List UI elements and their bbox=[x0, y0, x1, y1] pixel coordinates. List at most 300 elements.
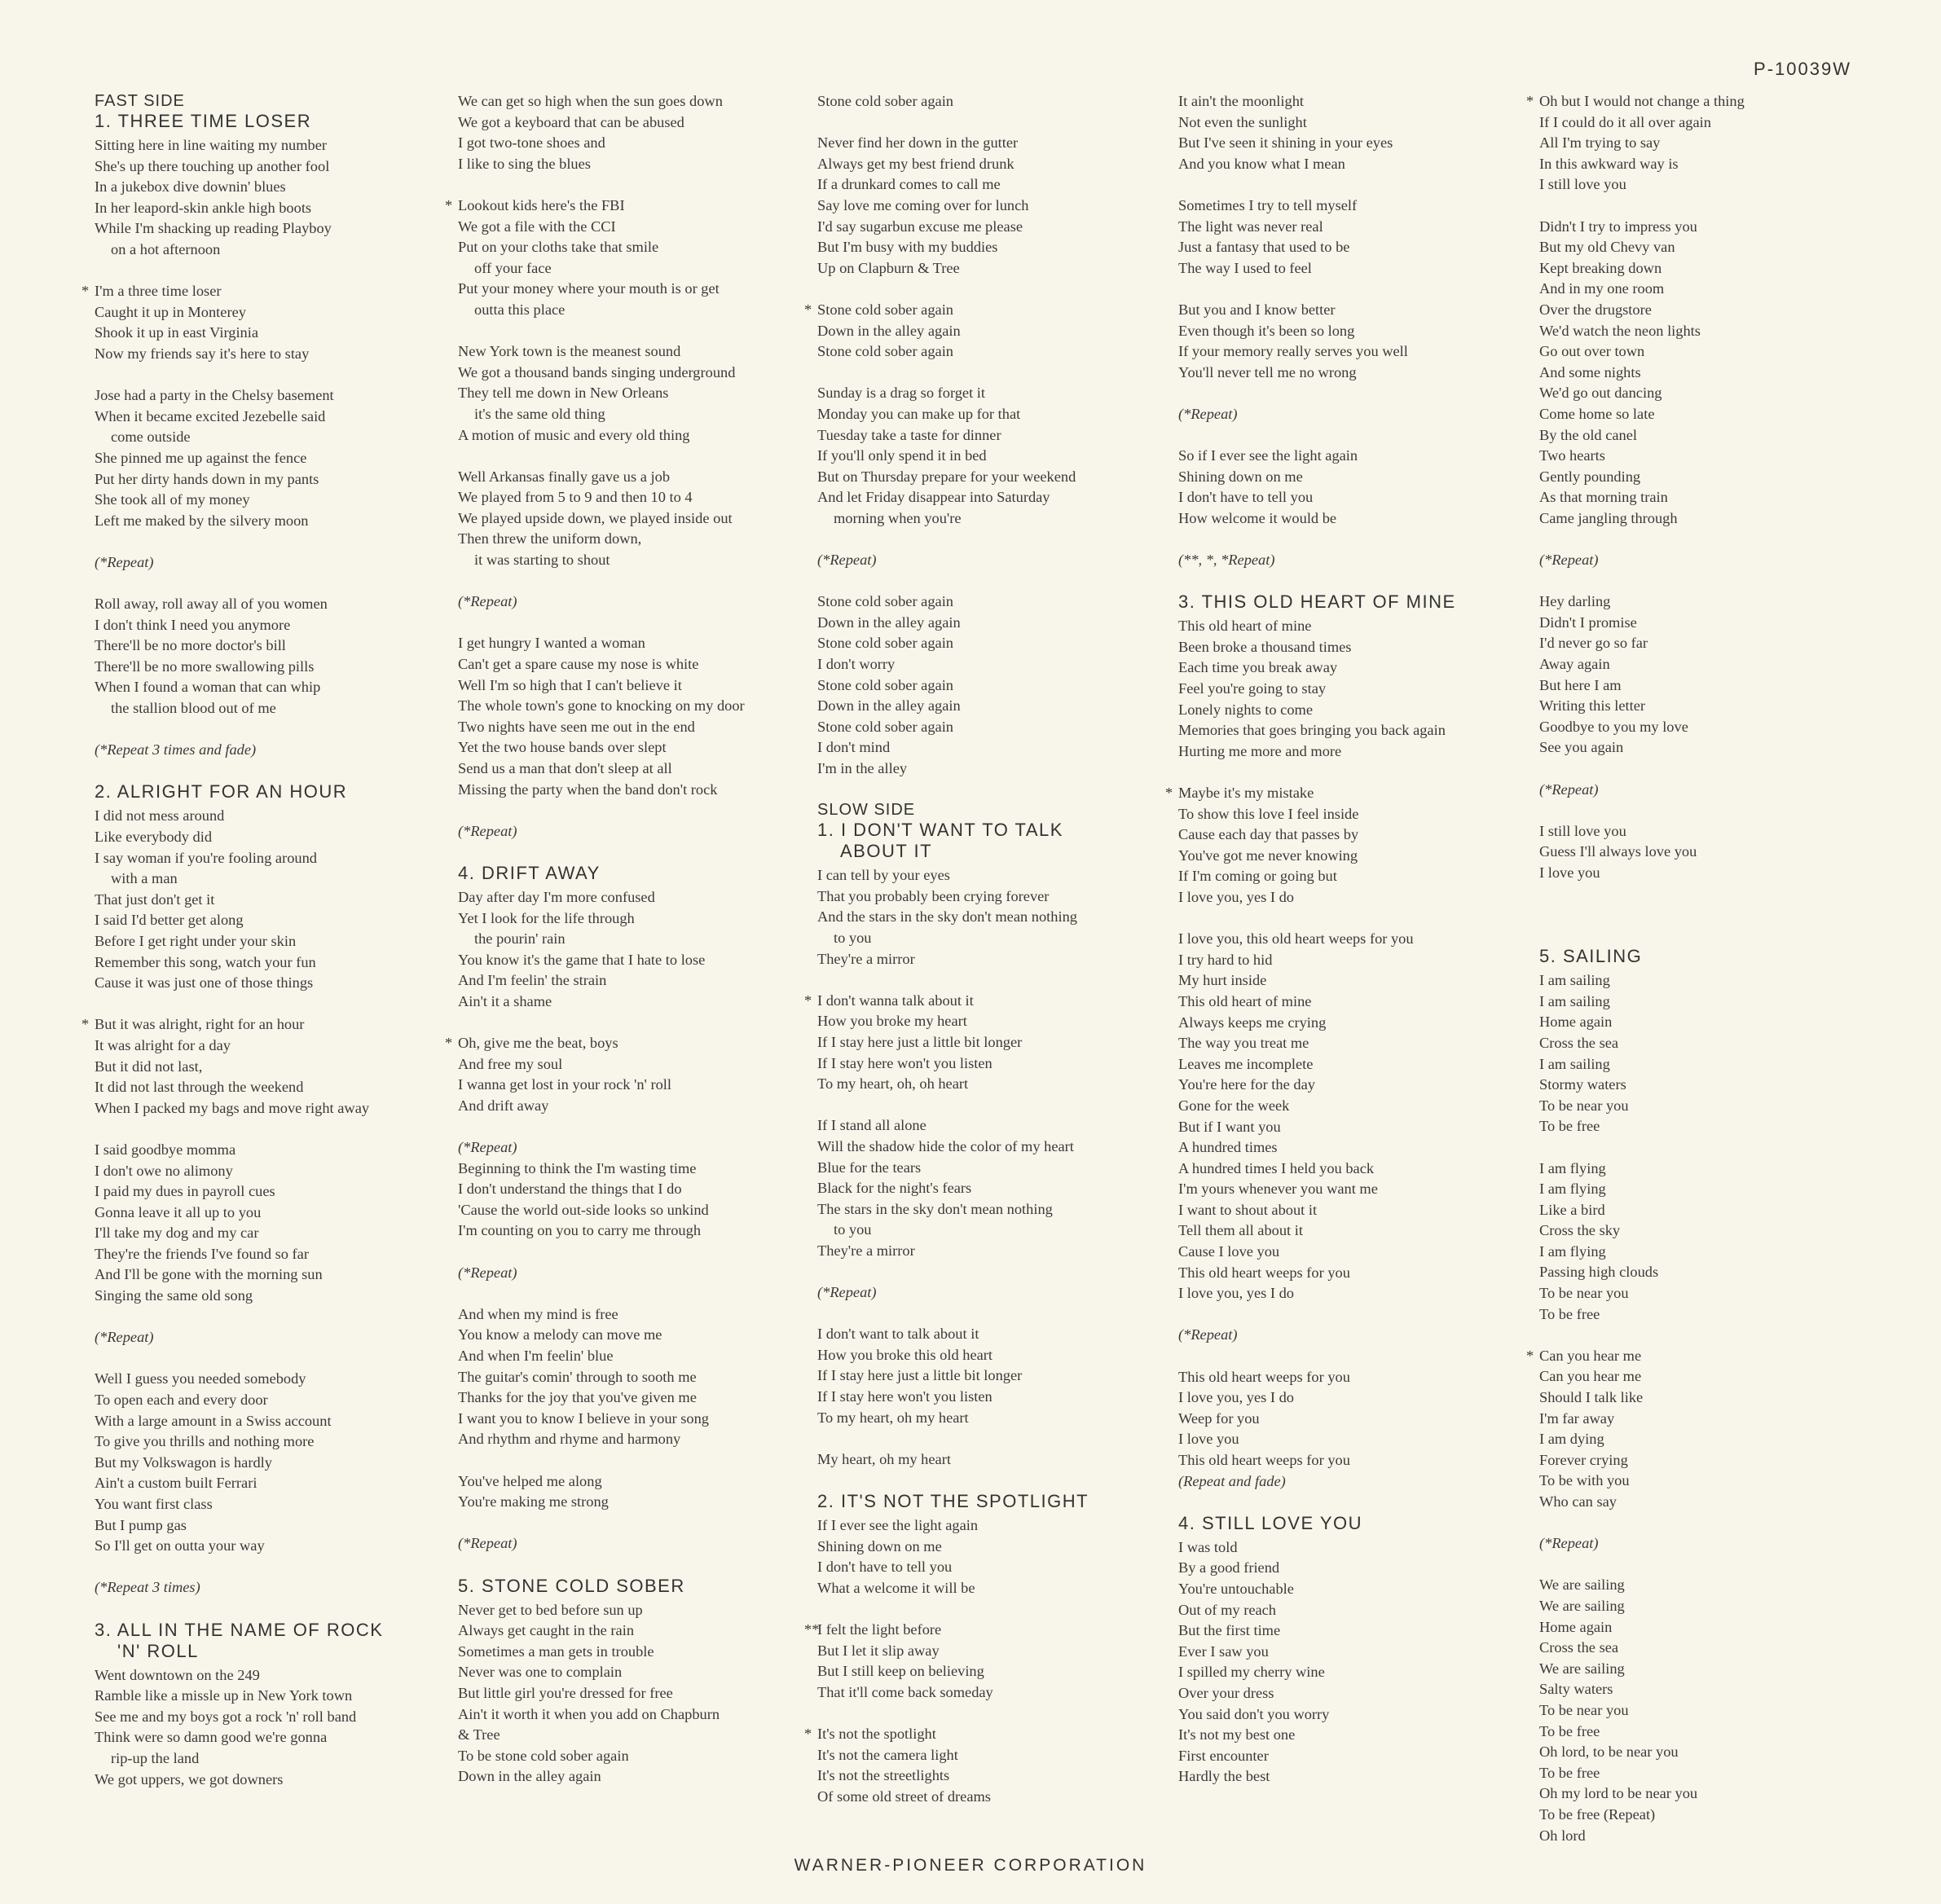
lyric-text: To give you thrills and nothing more bbox=[95, 1433, 315, 1450]
lyric-text: I get hungry I wanted a woman bbox=[458, 635, 645, 652]
lyric-line bbox=[1526, 717, 1889, 738]
verse bbox=[1526, 591, 1889, 759]
lyric-line bbox=[1526, 1304, 1889, 1326]
lyric-line bbox=[445, 1096, 808, 1117]
lyric-text: I am sailing bbox=[1539, 1055, 1610, 1072]
chorus-marker: * bbox=[81, 1016, 90, 1033]
chorus-marker: * bbox=[1526, 93, 1534, 109]
lyric-text: If I ever see the light again bbox=[817, 1517, 979, 1533]
lyric-line bbox=[1526, 1242, 1889, 1263]
lyric-line bbox=[804, 991, 1167, 1012]
lyric-text: But I let it slip away bbox=[817, 1642, 940, 1659]
lyric-text: Stone cold sober again bbox=[817, 301, 954, 318]
lyric-line bbox=[804, 196, 1167, 217]
lyric-line bbox=[1165, 1075, 1528, 1096]
lyric-text: the stallion blood out of me bbox=[111, 700, 276, 717]
lyric-text: I don't want to talk about it bbox=[817, 1326, 979, 1343]
lyric-line bbox=[1526, 654, 1889, 675]
lyric-text: Shining down on me bbox=[817, 1537, 942, 1554]
lyric-text: The way you treat me bbox=[1178, 1035, 1309, 1052]
lyric-line bbox=[1165, 1159, 1528, 1180]
lyric-text: Always get caught in the rain bbox=[458, 1622, 635, 1639]
verse bbox=[445, 1137, 808, 1242]
lyric-text: My heart, oh my heart bbox=[817, 1450, 951, 1467]
lyric-text: Maybe it's my mistake bbox=[1178, 785, 1314, 801]
lyric-text: That you probably been crying forever bbox=[817, 887, 1050, 904]
lyric-text: Over the drugstore bbox=[1539, 301, 1652, 318]
lyric-text: But my Volkswagon is hardly bbox=[95, 1453, 272, 1471]
lyric-line bbox=[1526, 1783, 1889, 1805]
verse bbox=[1165, 1537, 1528, 1787]
verse bbox=[804, 1115, 1167, 1261]
lyric-text: Shining down on me bbox=[1178, 468, 1303, 485]
lyric-text: Down in the alley again bbox=[458, 1768, 601, 1785]
lyric-text: Caught it up in Monterey bbox=[95, 303, 246, 320]
lyric-text: The way I used to feel bbox=[1178, 259, 1312, 276]
lyric-line bbox=[1526, 446, 1889, 467]
lyric-text: In this awkward way is bbox=[1539, 155, 1679, 172]
lyric-line bbox=[81, 1036, 444, 1057]
verse bbox=[81, 1369, 444, 1556]
lyric-text: morning when you're bbox=[834, 509, 962, 526]
lyric-text: Day after day I'm more confused bbox=[458, 888, 655, 905]
song-title-text: 1. THREE TIME LOSER bbox=[95, 111, 312, 131]
lyric-text: To be near you bbox=[1539, 1097, 1629, 1114]
lyric-text: I still love you bbox=[1539, 176, 1626, 193]
lyric-text: So if I ever see the light again bbox=[1178, 447, 1358, 464]
verse bbox=[81, 552, 444, 574]
verse bbox=[804, 91, 1167, 112]
repeat-marker bbox=[445, 591, 808, 613]
chorus-marker: * bbox=[1526, 1347, 1534, 1364]
lyric-text: But little girl you're dressed for free bbox=[458, 1684, 673, 1701]
verse bbox=[804, 1515, 1167, 1598]
lyric-line bbox=[1526, 1116, 1889, 1137]
lyric-line bbox=[445, 425, 808, 446]
lyric-line bbox=[1526, 970, 1889, 992]
verse bbox=[1165, 300, 1528, 383]
lyric-line bbox=[81, 1748, 444, 1770]
lyric-line bbox=[1526, 1700, 1889, 1722]
lyric-text: I love you, this old heart weeps for you bbox=[1178, 930, 1414, 948]
side-heading: FAST SIDE bbox=[95, 92, 185, 110]
lyric-line bbox=[445, 1179, 808, 1200]
lyric-text: Stone cold sober again bbox=[817, 593, 954, 610]
lyric-text: That it'll come back someday bbox=[817, 1683, 993, 1700]
lyric-text: I am dying bbox=[1539, 1431, 1604, 1448]
verse bbox=[445, 633, 808, 800]
lyric-line bbox=[804, 1787, 1167, 1808]
lyric-text: Like a bird bbox=[1539, 1201, 1605, 1218]
verse bbox=[81, 594, 444, 719]
lyric-text: Two nights have seen me out in the end bbox=[458, 718, 695, 735]
lyric-text: Gently pounding bbox=[1539, 468, 1641, 485]
lyric-line bbox=[1165, 616, 1528, 637]
lyric-line bbox=[1526, 992, 1889, 1013]
lyric-line bbox=[1526, 1722, 1889, 1743]
lyric-line bbox=[804, 1115, 1167, 1137]
lyric-line bbox=[445, 112, 808, 134]
lyric-text: There'll be no more doctor's bill bbox=[95, 637, 286, 654]
lyric-text: What a welcome it will be bbox=[817, 1579, 975, 1596]
lyric-text: If your memory really serves you well bbox=[1178, 343, 1408, 360]
verse bbox=[1526, 780, 1889, 801]
lyric-line bbox=[1165, 1387, 1528, 1409]
lyric-line bbox=[81, 635, 444, 657]
lyric-line bbox=[1165, 1283, 1528, 1304]
lyric-text: To be near you bbox=[1539, 1701, 1629, 1718]
lyric-text: Home again bbox=[1539, 1014, 1613, 1031]
lyric-text: To be free bbox=[1539, 1305, 1600, 1322]
lyric-text: You know a melody can move me bbox=[458, 1326, 662, 1343]
lyric-text: I am sailing bbox=[1539, 972, 1610, 989]
lyric-line bbox=[81, 198, 444, 219]
lyric-text: They're the friends I've found so far bbox=[95, 1245, 309, 1262]
verse bbox=[804, 383, 1167, 529]
verse bbox=[804, 300, 1167, 363]
lyric-line bbox=[1165, 970, 1528, 992]
lyric-text: Singing the same old song bbox=[95, 1287, 253, 1304]
lyrics-column-5 bbox=[1526, 91, 1889, 1867]
lyric-line bbox=[81, 1244, 444, 1265]
lyric-line bbox=[445, 929, 808, 950]
lyric-line bbox=[81, 1431, 444, 1453]
lyric-text: If I stay here just a little bit longer bbox=[817, 1367, 1023, 1384]
lyric-line bbox=[804, 1137, 1167, 1158]
lyric-text: (*Repeat) bbox=[458, 1535, 517, 1552]
lyric-line bbox=[1526, 1012, 1889, 1033]
lyric-text: She took all of my money bbox=[95, 491, 250, 508]
lyric-text: And drift away bbox=[458, 1097, 549, 1114]
lyric-text: I wanna get lost in your rock 'n' roll bbox=[458, 1076, 671, 1093]
lyric-line bbox=[804, 321, 1167, 342]
lyric-text: If I could do it all over again bbox=[1539, 113, 1711, 130]
lyric-line bbox=[81, 615, 444, 636]
lyric-line bbox=[1526, 1283, 1889, 1304]
lyric-line bbox=[1526, 1200, 1889, 1221]
lyric-text: By a good friend bbox=[1178, 1559, 1280, 1576]
chorus-marker: * bbox=[804, 301, 812, 318]
repeat-marker bbox=[81, 1577, 444, 1598]
verse bbox=[445, 91, 808, 174]
lyric-text: (*Repeat) bbox=[458, 1139, 517, 1156]
lyric-line bbox=[445, 1766, 808, 1787]
lyric-text: (*Repeat) bbox=[1178, 1326, 1238, 1343]
lyric-line bbox=[1526, 1179, 1889, 1200]
lyric-text: To be near you bbox=[1539, 1285, 1629, 1302]
lyric-line bbox=[1165, 1450, 1528, 1471]
lyric-text: We played upside down, we played inside out bbox=[458, 509, 733, 526]
lyric-text: In a jukebox dive downin' blues bbox=[95, 178, 286, 196]
lyric-text: But I've seen it shining in your eyes bbox=[1178, 134, 1393, 152]
lyric-text: It's not the spotlight bbox=[817, 1725, 936, 1742]
lyric-line bbox=[1165, 887, 1528, 908]
chorus-marker: ** bbox=[804, 1620, 820, 1638]
lyric-text: Weep for you bbox=[1178, 1409, 1260, 1427]
lyric-line bbox=[804, 737, 1167, 759]
lyric-line bbox=[445, 1704, 808, 1726]
lyric-text: This old heart of mine bbox=[1178, 618, 1312, 635]
lyric-line bbox=[804, 1449, 1167, 1471]
lyric-text: Sometimes a man gets in trouble bbox=[458, 1642, 654, 1660]
lyric-text: Two hearts bbox=[1539, 447, 1605, 464]
lyric-text: Sitting here in line waiting my number bbox=[95, 137, 328, 153]
lyric-text: This old heart of mine bbox=[1178, 992, 1312, 1009]
lyric-line bbox=[1526, 821, 1889, 842]
lyric-text: it was starting to shout bbox=[474, 552, 610, 569]
lyric-text: You've got me never knowing bbox=[1178, 846, 1358, 864]
song-title bbox=[804, 1491, 1167, 1512]
lyric-text: Never get to bed before sun up bbox=[458, 1601, 643, 1618]
lyric-text: rip-up the land bbox=[111, 1749, 200, 1766]
verse bbox=[81, 1140, 444, 1307]
lyric-line bbox=[445, 91, 808, 112]
verse bbox=[804, 1449, 1167, 1471]
lyric-text: And free my soul bbox=[458, 1055, 563, 1072]
lyric-text: Yet the two house bands over slept bbox=[458, 739, 667, 756]
lyric-text: I love you, yes I do bbox=[1178, 888, 1294, 905]
lyric-line bbox=[1526, 174, 1889, 196]
lyric-line bbox=[445, 1429, 808, 1450]
lyric-line bbox=[81, 218, 444, 240]
lyric-line bbox=[81, 1707, 444, 1728]
lyric-line bbox=[804, 1199, 1167, 1220]
lyric-line bbox=[804, 1387, 1167, 1408]
lyric-line bbox=[1526, 1742, 1889, 1763]
repeat-marker bbox=[1526, 550, 1889, 571]
lyric-line bbox=[804, 1641, 1167, 1662]
lyric-text: The whole town's gone to knocking on my door bbox=[458, 697, 745, 715]
lyric-text: 'Cause the world out-side looks so unkind bbox=[458, 1201, 709, 1218]
lyric-text: Think were so damn good we're gonna bbox=[95, 1729, 328, 1746]
lyric-line bbox=[1526, 1450, 1889, 1471]
lyric-line bbox=[1165, 720, 1528, 741]
song-title bbox=[81, 111, 444, 132]
lyric-text: I am flying bbox=[1539, 1181, 1606, 1198]
repeat-marker bbox=[445, 1533, 808, 1554]
verse bbox=[445, 1600, 808, 1787]
lyric-text: Goodbye to you my love bbox=[1539, 718, 1688, 735]
verse bbox=[1526, 1533, 1889, 1554]
lyric-line bbox=[81, 1181, 444, 1203]
lyric-text: I can tell by your eyes bbox=[817, 867, 950, 884]
repeat-marker bbox=[445, 821, 808, 842]
lyric-line bbox=[804, 217, 1167, 238]
lyric-text: Lookout kids here's the FBI bbox=[458, 196, 625, 213]
lyric-text: Didn't I promise bbox=[1539, 613, 1637, 631]
lyric-line bbox=[445, 1620, 808, 1642]
lyric-line bbox=[81, 469, 444, 490]
verse bbox=[1526, 217, 1889, 530]
lyric-line bbox=[804, 633, 1167, 654]
lyric-line bbox=[445, 300, 808, 321]
chorus-marker: * bbox=[445, 196, 453, 213]
lyric-line bbox=[1526, 1075, 1889, 1096]
lyric-text: Passing high clouds bbox=[1539, 1264, 1659, 1281]
verse bbox=[1526, 1159, 1889, 1326]
lyric-line bbox=[804, 341, 1167, 363]
lyric-text: I don't have to tell you bbox=[817, 1559, 953, 1576]
lyric-text: And in my one room bbox=[1539, 280, 1665, 297]
lyric-line bbox=[804, 1011, 1167, 1032]
lyric-text: They tell me down in New Orleans bbox=[458, 385, 669, 402]
repeat-marker bbox=[1165, 1325, 1528, 1346]
lyric-line bbox=[1165, 1137, 1528, 1159]
song-title-text: 2. ALRIGHT FOR AN HOUR bbox=[95, 781, 348, 802]
lyric-text: The guitar's comin' through to sooth me bbox=[458, 1368, 697, 1385]
lyric-line bbox=[445, 1409, 808, 1430]
lyric-text: Cross the sea bbox=[1539, 1639, 1619, 1656]
lyric-text: Now my friends say it's here to stay bbox=[95, 345, 310, 362]
lyric-line bbox=[1526, 1492, 1889, 1513]
lyric-text: If you'll only spend it in bed bbox=[817, 447, 987, 464]
lyric-line bbox=[445, 696, 808, 717]
lyric-text: Well I guess you needed somebody bbox=[95, 1370, 306, 1387]
verse bbox=[81, 1577, 444, 1598]
lyric-text: You said don't you worry bbox=[1178, 1705, 1330, 1722]
verse bbox=[445, 591, 808, 613]
song-title-text: 4. DRIFT AWAY bbox=[458, 862, 601, 883]
lyric-line bbox=[1165, 1200, 1528, 1221]
lyric-text: We got a thousand bands singing underground bbox=[458, 363, 736, 380]
lyric-line bbox=[1165, 1725, 1528, 1746]
lyric-text: Cross the sea bbox=[1539, 1034, 1619, 1051]
lyric-line bbox=[804, 425, 1167, 446]
lyric-line bbox=[804, 1537, 1167, 1558]
lyric-line bbox=[1165, 1746, 1528, 1767]
lyric-line bbox=[1165, 1558, 1528, 1579]
lyric-text: You're making me strong bbox=[458, 1493, 609, 1510]
lyric-text: Ramble like a missle up in New York town bbox=[95, 1687, 353, 1704]
verse bbox=[1526, 550, 1889, 571]
verse bbox=[445, 821, 808, 842]
lyric-text: But on Thursday prepare for your weekend bbox=[817, 468, 1076, 485]
lyric-line bbox=[1526, 1262, 1889, 1283]
lyric-line bbox=[804, 300, 1167, 321]
lyric-text: There'll be no more swallowing pills bbox=[95, 657, 315, 675]
lyric-text: (*Repeat) bbox=[1539, 552, 1599, 569]
song-title-text: 3. THIS OLD HEART OF MINE bbox=[1178, 591, 1456, 613]
lyric-text: Can you hear me bbox=[1539, 1368, 1642, 1385]
lyric-line bbox=[81, 890, 444, 911]
lyric-line bbox=[445, 992, 808, 1013]
lyric-text: I love you, yes I do bbox=[1178, 1389, 1294, 1406]
verse bbox=[445, 1033, 808, 1116]
lyric-text: Cause I love you bbox=[1178, 1243, 1280, 1260]
repeat-marker bbox=[445, 1137, 808, 1159]
lyric-line bbox=[804, 865, 1167, 886]
lyric-line bbox=[81, 1057, 444, 1078]
lyric-line bbox=[804, 717, 1167, 738]
lyric-line bbox=[445, 383, 808, 404]
verse bbox=[804, 991, 1167, 1095]
lyric-line bbox=[445, 1492, 808, 1513]
lyric-text: We played from 5 to 9 and then 10 to 4 bbox=[458, 489, 693, 506]
lyric-line bbox=[1165, 950, 1528, 971]
lyric-line bbox=[1165, 1409, 1528, 1430]
lyric-text: I got two-tone shoes and bbox=[458, 134, 605, 152]
chorus-marker: * bbox=[445, 1035, 453, 1052]
lyric-text: A hundred times I held you back bbox=[1178, 1159, 1375, 1176]
lyric-text: Been broke a thousand times bbox=[1178, 638, 1352, 655]
lyric-line bbox=[81, 1140, 444, 1161]
lyric-line bbox=[1526, 1409, 1889, 1430]
lyric-text: It ain't the moonlight bbox=[1178, 93, 1304, 109]
chorus-marker: * bbox=[1165, 785, 1173, 801]
chorus-marker: * bbox=[81, 283, 90, 300]
lyric-text: Monday you can make up for that bbox=[817, 405, 1021, 422]
lyric-line bbox=[1526, 591, 1889, 613]
lyric-text: We can get so high when the sun goes down bbox=[458, 93, 723, 109]
publisher-footer: WARNER-PIONEER CORPORATION bbox=[794, 1856, 1147, 1875]
lyric-line bbox=[804, 591, 1167, 613]
lyric-line bbox=[81, 1369, 444, 1390]
lyric-line bbox=[445, 1220, 808, 1242]
song-title bbox=[804, 820, 1167, 862]
lyric-text: Beginning to think the I'm wasting time bbox=[458, 1159, 697, 1176]
lyric-text: In her leapord-skin ankle high boots bbox=[95, 199, 312, 216]
lyric-text: To be with you bbox=[1539, 1472, 1630, 1489]
lyric-line bbox=[445, 1642, 808, 1663]
lyric-line bbox=[1526, 1679, 1889, 1700]
lyric-text: Salty waters bbox=[1539, 1681, 1613, 1698]
lyric-line bbox=[1526, 1033, 1889, 1054]
song-title bbox=[445, 1576, 808, 1597]
lyric-text: Leaves me incomplete bbox=[1178, 1055, 1314, 1072]
lyric-line bbox=[1526, 1159, 1889, 1180]
lyric-line bbox=[1165, 321, 1528, 342]
lyric-line bbox=[81, 427, 444, 448]
song-title bbox=[1165, 1513, 1528, 1534]
lyric-line bbox=[804, 154, 1167, 175]
lyric-line bbox=[81, 1286, 444, 1307]
lyric-text: I don't have to tell you bbox=[1178, 489, 1314, 506]
lyric-line bbox=[445, 529, 808, 550]
verse bbox=[81, 281, 444, 364]
lyric-line bbox=[81, 511, 444, 532]
lyric-text: Black for the night's fears bbox=[817, 1180, 972, 1197]
lyric-line bbox=[804, 1241, 1167, 1262]
lyric-line bbox=[445, 737, 808, 759]
repeat-marker bbox=[81, 552, 444, 574]
lyric-text: Oh lord bbox=[1539, 1827, 1586, 1844]
lyric-text: Stone cold sober again bbox=[817, 718, 954, 735]
lyric-line bbox=[81, 323, 444, 344]
lyric-text: I said I'd better get along bbox=[95, 912, 244, 929]
lyric-line bbox=[445, 654, 808, 675]
lyric-line bbox=[1165, 1220, 1528, 1242]
lyric-line bbox=[1526, 508, 1889, 530]
lyric-text: to you bbox=[834, 929, 872, 946]
lyrics-column-3 bbox=[804, 91, 1167, 1828]
lyric-line bbox=[81, 952, 444, 974]
lyric-line bbox=[1165, 196, 1528, 217]
lyric-text: Stormy waters bbox=[1539, 1076, 1626, 1093]
song-title bbox=[1165, 591, 1528, 613]
lyric-line bbox=[445, 404, 808, 425]
lyric-line bbox=[445, 1471, 808, 1493]
verse bbox=[1165, 404, 1528, 425]
lyric-text: Always keeps me crying bbox=[1178, 1014, 1327, 1031]
lyric-line bbox=[1526, 112, 1889, 134]
lyric-text: Guess I'll always love you bbox=[1539, 843, 1697, 860]
lyric-text: Came jangling through bbox=[1539, 509, 1678, 526]
lyric-line bbox=[1526, 1659, 1889, 1680]
lyric-text: We are sailing bbox=[1539, 1660, 1625, 1677]
verse bbox=[1526, 1346, 1889, 1513]
lyric-text: But you and I know better bbox=[1178, 301, 1336, 318]
lyric-line bbox=[1165, 237, 1528, 258]
